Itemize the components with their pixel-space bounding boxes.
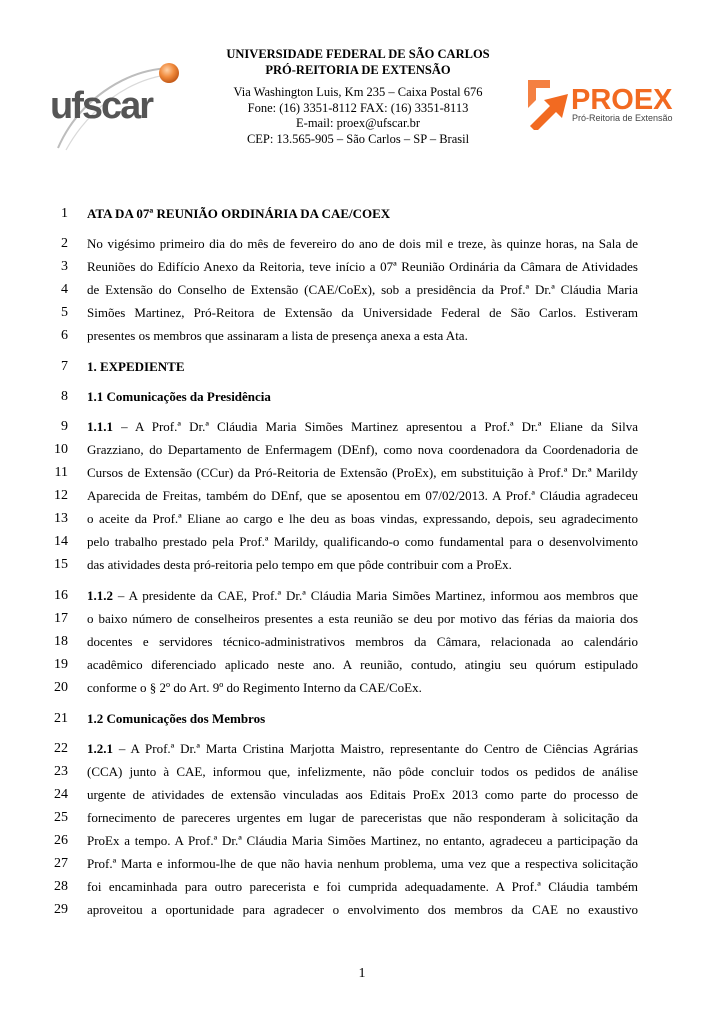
line-text: [87, 440, 638, 460]
document-line: [0, 204, 725, 224]
document-line: [0, 900, 725, 920]
svg-text:ufscar: ufscar: [50, 85, 153, 127]
document-line: [0, 387, 725, 407]
line-number: 1: [61, 206, 68, 221]
paragraph-text: ProEx a tempo. A Prof.ª Dr.ª Cláudia Maria Simões Martinez, no entanto, agradeceu a participação da: [87, 833, 638, 848]
document-line: [0, 303, 725, 323]
line-number: 6: [61, 328, 68, 343]
document-line: [0, 357, 725, 377]
line-text: [87, 303, 638, 323]
document-line: [0, 808, 725, 828]
document-line: [0, 486, 725, 506]
line-text: [87, 785, 638, 805]
document-line: [0, 739, 725, 759]
document-line: [0, 463, 725, 483]
paragraph-text: o baixo número de conselheiros presentes a esta reunião se deu por motivo das férias da maioria dos: [87, 611, 638, 626]
line-number: 24: [54, 787, 68, 802]
line-text: [87, 555, 638, 575]
document-line: [0, 785, 725, 805]
line-number: 3: [61, 259, 68, 274]
line-text: [87, 762, 638, 782]
paragraph-text: Aparecida de Freitas, também do DEnf, que se aposentou em 07/02/2013. A Prof.ª Cláudia agradeceu: [87, 488, 638, 503]
line-text: [87, 586, 638, 606]
paragraph-text: aproveitou a oportunidade para agradecer o envolvimento dos membros da CAE no exaustivo: [87, 902, 638, 917]
document-line: [0, 509, 725, 529]
document-line: [0, 609, 725, 629]
svg-text:Pró-Reitoria de Extensão: Pró-Reitoria de Extensão: [572, 113, 673, 123]
line-number: 20: [54, 680, 68, 695]
document-line: [0, 257, 725, 277]
paragraph-text: Cursos de Extensão (CCur) da Pró-Reitoria de Extensão (ProEx), em substituição à Prof.ª Dr.ª Marildy: [87, 465, 638, 480]
line-text: [87, 655, 638, 675]
paragraph-text: conforme o § 2º do Art. 9º do Regimento Interno da CAE/CoEx.: [87, 680, 422, 695]
line-number: 22: [54, 741, 68, 756]
department-name: PRÓ-REITORIA DE EXTENSÃO: [265, 62, 451, 77]
document-line: [0, 632, 725, 652]
document-line: [0, 854, 725, 874]
line-text: [87, 509, 638, 529]
line-number: 21: [54, 711, 68, 726]
paragraph-text: Reuniões do Edifício Anexo da Reitoria, teve início a 07ª Reunião Ordinária da Câmara de Atividades: [87, 259, 638, 274]
document-line: [0, 234, 725, 254]
line-number: 29: [54, 902, 68, 917]
line-number: 8: [61, 389, 68, 404]
paragraph-text: urgente de atividades de extensão vinculadas aos Editais ProEx 2013 como parte do processo de: [87, 787, 638, 802]
proex-logo: [528, 76, 674, 130]
line-text: [87, 280, 638, 300]
paragraph-text: pelo trabalho prestado pela Prof.ª Marildy, qualificando-o como fundamental para o desenvolvimento: [87, 534, 638, 549]
line-text: [87, 678, 638, 698]
line-number: 7: [61, 359, 68, 374]
paragraph-text: No vigésimo primeiro dia do mês de fevereiro do ano de dois mil e treze, às quinze horas, na Sala de: [87, 236, 638, 251]
document-line: [0, 831, 725, 851]
line-text: [87, 463, 638, 483]
item-number: 1.1.2: [87, 588, 113, 603]
line-number: 11: [54, 465, 68, 480]
line-number: 12: [54, 488, 68, 503]
line-text: [87, 877, 638, 897]
paragraph-text: – A presidente da CAE, Prof.ª Dr.ª Cláudia Maria Simões Martinez, informou aos membros que: [113, 588, 638, 603]
line-text: [87, 808, 638, 828]
document-line: [0, 678, 725, 698]
document-line: [0, 532, 725, 552]
document-line: [0, 280, 725, 300]
paragraph-text: acadêmico diferenciado aplicado neste ano. A reunião, contudo, atingiu seu quórum estipulado: [87, 657, 638, 672]
line-text: [87, 486, 638, 506]
line-number: 23: [54, 764, 68, 779]
paragraph-text: presentes os membros que assinaram a lista de presença anexa a esta Ata.: [87, 328, 468, 343]
line-text: [87, 387, 638, 407]
institution-name: UNIVERSIDADE FEDERAL DE SÃO CARLOS: [226, 47, 490, 61]
line-number: 14: [54, 534, 68, 549]
paragraph-text: – A Prof.ª Dr.ª Cláudia Maria Simões Martinez apresentou a Prof.ª Dr.ª Eliane da Silva: [113, 419, 638, 434]
phone-fax: Fone: (16) 3351-8112 FAX: (16) 3351-8113: [247, 100, 469, 115]
line-text: [87, 854, 638, 874]
line-text: [87, 632, 638, 652]
line-number: 16: [54, 588, 68, 603]
line-number: 17: [54, 611, 68, 626]
line-number: 27: [54, 856, 68, 871]
line-text: [87, 257, 638, 277]
email: E-mail: proex@ufscar.br: [296, 116, 420, 130]
line-number: 15: [54, 557, 68, 572]
address: Via Washington Luis, Km 235 – Caixa Postal 676: [233, 85, 483, 99]
paragraph-text: fornecimento de pareceres urgentes em lugar de parecеristas que não responderam à solicitação da: [87, 810, 638, 825]
line-text: [87, 204, 638, 224]
svg-text:PROEX: PROEX: [571, 84, 673, 116]
line-text: [87, 234, 638, 254]
item-number: 1.1.1: [87, 419, 113, 434]
section-heading: 1. EXPEDIENTE: [87, 359, 185, 374]
page-number: 1: [358, 966, 366, 981]
line-text: [87, 357, 638, 377]
paragraph-text: o aceite da Prof.ª Eliane ao cargo e lhe deu as boas vindas, expressando, depois, seu agradecimento: [87, 511, 638, 526]
section-heading: 1.1 Comunicações da Presidência: [87, 389, 271, 404]
paragraph-text: das atividades desta pró-reitoria pelo tempo em que pôde contribuir com a ProEx.: [87, 557, 512, 572]
paragraph-text: Simões Martinez, Pró-Reitora de Extensão da Universidade Federal de São Carlos. Estiveram: [87, 305, 638, 320]
document-line: [0, 655, 725, 675]
line-number: 5: [61, 305, 68, 320]
line-number: 9: [61, 419, 68, 434]
section-heading: 1.2 Comunicações dos Membros: [87, 711, 266, 726]
document-line: [0, 709, 725, 729]
section-heading: ATA DA 07ª REUNIÃO ORDINÁRIA DA CAE/COEX: [87, 206, 391, 221]
line-text: [87, 900, 638, 920]
paragraph-text: de Extensão do Conselho de Extensão (CAE/CoEx), sob a presidência da Prof.ª Dr.ª Cláudia Maria: [87, 282, 638, 297]
letterhead: [200, 47, 516, 147]
document-line: [0, 877, 725, 897]
line-number: 4: [61, 282, 68, 297]
line-number: 10: [54, 442, 68, 457]
line-number: 2: [61, 236, 68, 251]
paragraph-text: (CCA) junto à CAE, informou que, infelizmente, não pôde concluir todos os pedidos de análise: [87, 764, 638, 779]
line-text: [87, 709, 638, 729]
line-number: 28: [54, 879, 68, 894]
document-line: [0, 762, 725, 782]
line-text: [87, 831, 638, 851]
document-line: [0, 326, 725, 346]
paragraph-text: – A Prof.ª Dr.ª Marta Cristina Marjotta Maistro, representante do Centro de Ciências Agrárias: [113, 741, 638, 756]
line-number: 25: [54, 810, 68, 825]
ufscar-logo: [48, 52, 184, 154]
paragraph-text: Prof.ª Marta e informou-lhe de que não havia nenhum problema, uma vez que a respectiva solicitação: [87, 856, 638, 871]
line-text: [87, 417, 638, 437]
document-line: [0, 417, 725, 437]
line-text: [87, 739, 638, 759]
postal-code: CEP: 13.565-905 – São Carlos – SP – Brasil: [246, 131, 470, 146]
line-text: [87, 609, 638, 629]
line-number: 19: [54, 657, 68, 672]
line-number: 26: [54, 833, 68, 848]
paragraph-text: docentes e servidores técnico-administrativos membros da Câmara, relacionada ao calendário: [87, 634, 638, 649]
line-text: [87, 532, 638, 552]
item-number: 1.2.1: [87, 741, 113, 756]
line-number: 18: [54, 634, 68, 649]
document-line: [0, 440, 725, 460]
paragraph-text: Grazziano, do Departamento de Enfermagem (DEnf), como nova coordenadora da Coordenadoria de: [87, 442, 638, 457]
paragraph-text: foi encaminhada para outro parecerista e foi cumprida adequadamente. A Prof.ª Cláudia também: [87, 879, 638, 894]
document-line: [0, 586, 725, 606]
line-text: [87, 326, 638, 346]
document-line: [0, 555, 725, 575]
line-number: 13: [54, 511, 68, 526]
